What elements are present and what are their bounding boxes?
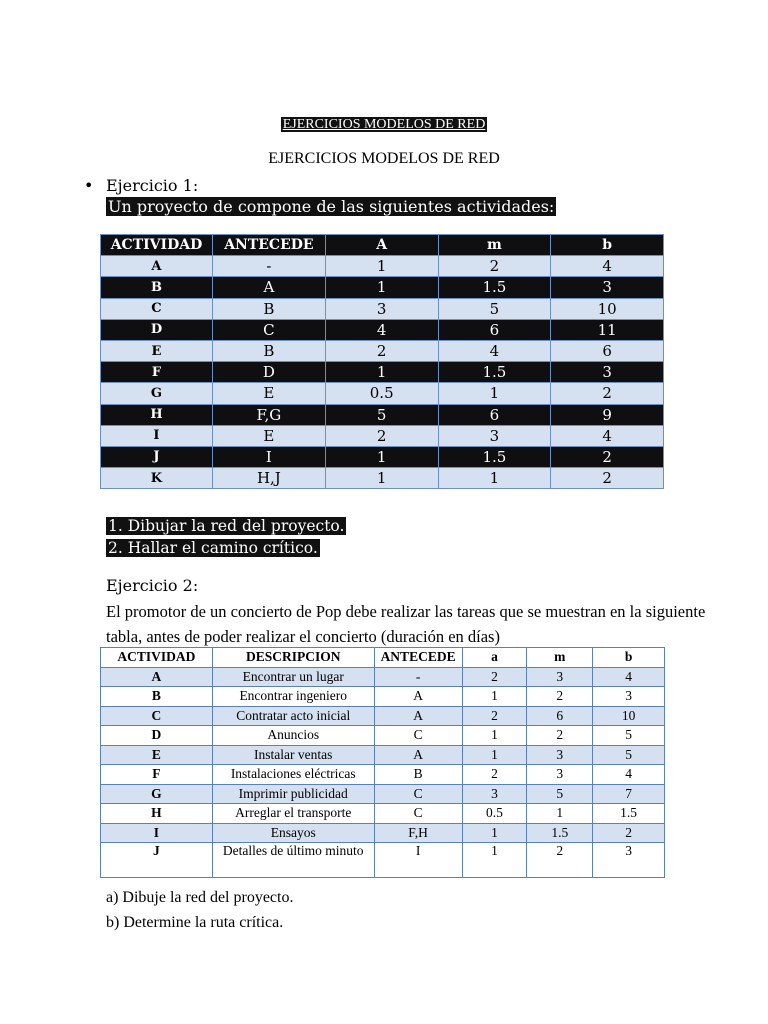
table-cell: Contratar acto inicial [212, 706, 374, 726]
table-row [101, 706, 665, 726]
column-header: ACTIVIDAD [101, 648, 213, 668]
activity-cell: D [101, 726, 213, 746]
table-row [101, 687, 665, 707]
table-cell: 10 [593, 706, 665, 726]
table-cell: 1 [325, 277, 438, 298]
page-title: EJERCICIOS MODELOS DE RED [268, 150, 500, 167]
table-cell: A [374, 745, 462, 765]
table-row [101, 667, 665, 687]
column-header: ANTECEDE [374, 648, 462, 668]
table-cell: 1 [325, 446, 438, 467]
table-cell: 1 [438, 468, 551, 489]
activity-cell: H [101, 404, 213, 425]
column-header: b [593, 648, 665, 668]
table-cell: 2 [551, 446, 664, 467]
top-heading [0, 113, 768, 133]
table-row [101, 277, 664, 298]
column-header: A [325, 235, 438, 256]
table-row [101, 745, 665, 765]
table-header-row [101, 648, 665, 668]
table-row [101, 362, 664, 383]
table-cell: Ensayos [212, 823, 374, 843]
table-cell: 4 [438, 340, 551, 361]
table-cell: 4 [325, 319, 438, 340]
table-cell: 2 [593, 823, 665, 843]
column-header: m [527, 648, 593, 668]
table-row [101, 765, 665, 785]
table-cell: C [212, 319, 325, 340]
table-row [101, 726, 665, 746]
task-text: 2. Hallar el camino crítico. [108, 539, 318, 557]
bullet-icon: • [84, 176, 94, 195]
table-cell: E [212, 383, 325, 404]
table-cell: 1 [325, 362, 438, 383]
table-cell: - [374, 667, 462, 687]
table-cell: D [212, 362, 325, 383]
table-cell: Imprimir publicidad [212, 784, 374, 804]
table-cell: 5 [593, 726, 665, 746]
exercise1-intro-text: Un proyecto de compone de las siguientes actividades: [108, 197, 555, 216]
column-header: DESCRIPCION [212, 648, 374, 668]
table-cell: 0.5 [325, 383, 438, 404]
table-cell: 3 [551, 277, 664, 298]
table-cell: 2 [551, 383, 664, 404]
activities-table-1 [100, 234, 664, 489]
task-item [106, 537, 346, 559]
activity-cell: K [101, 468, 213, 489]
table-cell: C [374, 784, 462, 804]
table-cell: 2 [462, 706, 527, 726]
activity-cell: I [101, 425, 213, 446]
activity-cell: B [101, 277, 213, 298]
exercise1-heading [84, 176, 198, 195]
table-cell: 1.5 [438, 446, 551, 467]
table-row [101, 425, 664, 446]
activity-cell: F [101, 362, 213, 383]
table-cell: 2 [325, 425, 438, 446]
table-row [101, 784, 665, 804]
table-cell: 1.5 [593, 804, 665, 824]
table-cell: - [212, 256, 325, 277]
table-cell: 1 [462, 843, 527, 878]
table-row [101, 404, 664, 425]
table-cell: 6 [438, 319, 551, 340]
exercise2-questions [106, 885, 293, 935]
activity-cell: J [101, 446, 213, 467]
table-cell: 3 [438, 425, 551, 446]
table-cell: 1 [462, 726, 527, 746]
task-text: 1. Dibujar la red del proyecto. [108, 517, 345, 535]
activity-cell: G [101, 784, 213, 804]
activity-cell: B [101, 687, 213, 707]
table-cell: 1 [462, 823, 527, 843]
table-cell: A [374, 687, 462, 707]
activity-cell: J [101, 843, 213, 878]
column-header: b [551, 235, 664, 256]
table-cell: A [212, 277, 325, 298]
table-row [101, 446, 664, 467]
table-cell: 1.5 [527, 823, 593, 843]
question-item: b) Determine la ruta crítica. [106, 914, 284, 931]
table-cell: 7 [593, 784, 665, 804]
table-cell: Instalar ventas [212, 745, 374, 765]
table-cell: 1 [527, 804, 593, 824]
table-cell: 1.5 [438, 362, 551, 383]
activity-cell: C [101, 706, 213, 726]
activity-cell: E [101, 745, 213, 765]
activity-cell: A [101, 667, 213, 687]
table-cell: B [212, 340, 325, 361]
table-cell: F,G [212, 404, 325, 425]
table-cell: 2 [527, 726, 593, 746]
table-cell: H,J [212, 468, 325, 489]
column-header: ANTECEDE [212, 235, 325, 256]
exercise2-description: El promotor de un concierto de Pop debe realizar las tareas que se muestran en la siguiente tabla, antes de poder realizar el concierto (duración en días) [106, 602, 706, 646]
table-cell: 1 [462, 687, 527, 707]
table-cell: 1 [438, 383, 551, 404]
table-cell: 4 [593, 667, 665, 687]
activity-cell: C [101, 298, 213, 319]
table-cell: 3 [462, 784, 527, 804]
activity-cell: D [101, 319, 213, 340]
table-cell: 3 [593, 687, 665, 707]
table-cell: 11 [551, 319, 664, 340]
table-cell: 5 [325, 404, 438, 425]
column-header: ACTIVIDAD [101, 235, 213, 256]
table-cell: 2 [527, 843, 593, 878]
table-cell: 5 [527, 784, 593, 804]
table-cell: 6 [551, 340, 664, 361]
table-cell: Detalles de último minuto [212, 843, 374, 878]
activity-cell: H [101, 804, 213, 824]
table-row [101, 383, 664, 404]
table-cell: C [374, 804, 462, 824]
table-row [101, 804, 665, 824]
activity-cell: G [101, 383, 213, 404]
table-cell: 2 [551, 468, 664, 489]
table-cell: 3 [527, 745, 593, 765]
table-row [101, 843, 665, 878]
table-cell: 3 [527, 765, 593, 785]
table-cell: B [212, 298, 325, 319]
task-item [106, 515, 346, 537]
table-cell: I [374, 843, 462, 878]
table-cell: B [374, 765, 462, 785]
table-cell: 6 [527, 706, 593, 726]
table-cell: C [374, 726, 462, 746]
table-cell: 3 [551, 362, 664, 383]
exercise1-tasks [106, 515, 346, 559]
table-cell: 3 [527, 667, 593, 687]
table-cell: 1 [462, 745, 527, 765]
activities-table-2 [100, 647, 665, 878]
activity-cell: F [101, 765, 213, 785]
table-cell: 2 [462, 667, 527, 687]
activity-cell: A [101, 256, 213, 277]
table-cell: 1.5 [438, 277, 551, 298]
table-cell: 1 [325, 256, 438, 277]
activity-cell: E [101, 340, 213, 361]
table-cell: 5 [438, 298, 551, 319]
table-cell: 2 [438, 256, 551, 277]
table-cell: I [212, 446, 325, 467]
table-row [101, 823, 665, 843]
activity-cell: I [101, 823, 213, 843]
table-row [101, 256, 664, 277]
table-cell: 0.5 [462, 804, 527, 824]
table-cell: Anuncios [212, 726, 374, 746]
table-row [101, 468, 664, 489]
table-cell: 2 [325, 340, 438, 361]
exercise1-title: Ejercicio 1: [106, 176, 199, 195]
table-cell: F,H [374, 823, 462, 843]
question-item: a) Dibuje la red del proyecto. [106, 889, 294, 906]
table-cell: 5 [593, 745, 665, 765]
exercise2-title: Ejercicio 2: [106, 576, 199, 595]
top-heading-text: EJERCICIOS MODELOS DE RED [282, 117, 486, 132]
table-cell: Instalaciones eléctricas [212, 765, 374, 785]
table-cell: 6 [438, 404, 551, 425]
table-cell: 1 [325, 468, 438, 489]
table-row [101, 298, 664, 319]
table-row [101, 319, 664, 340]
table-row [101, 340, 664, 361]
table-cell: 9 [551, 404, 664, 425]
table-cell: Arreglar el transporte [212, 804, 374, 824]
table-cell: E [212, 425, 325, 446]
table-header-row [101, 235, 664, 256]
table-cell: 2 [527, 687, 593, 707]
column-header: a [462, 648, 527, 668]
table-cell: 3 [325, 298, 438, 319]
column-header: m [438, 235, 551, 256]
table-cell: 10 [551, 298, 664, 319]
table-cell: 3 [593, 843, 665, 878]
table-cell: 4 [551, 425, 664, 446]
table-cell: A [374, 706, 462, 726]
table-cell: Encontrar un lugar [212, 667, 374, 687]
table-cell: 4 [593, 765, 665, 785]
table-cell: Encontrar ingeniero [212, 687, 374, 707]
exercise1-intro [106, 197, 556, 216]
table-cell: 4 [551, 256, 664, 277]
table-cell: 2 [462, 765, 527, 785]
